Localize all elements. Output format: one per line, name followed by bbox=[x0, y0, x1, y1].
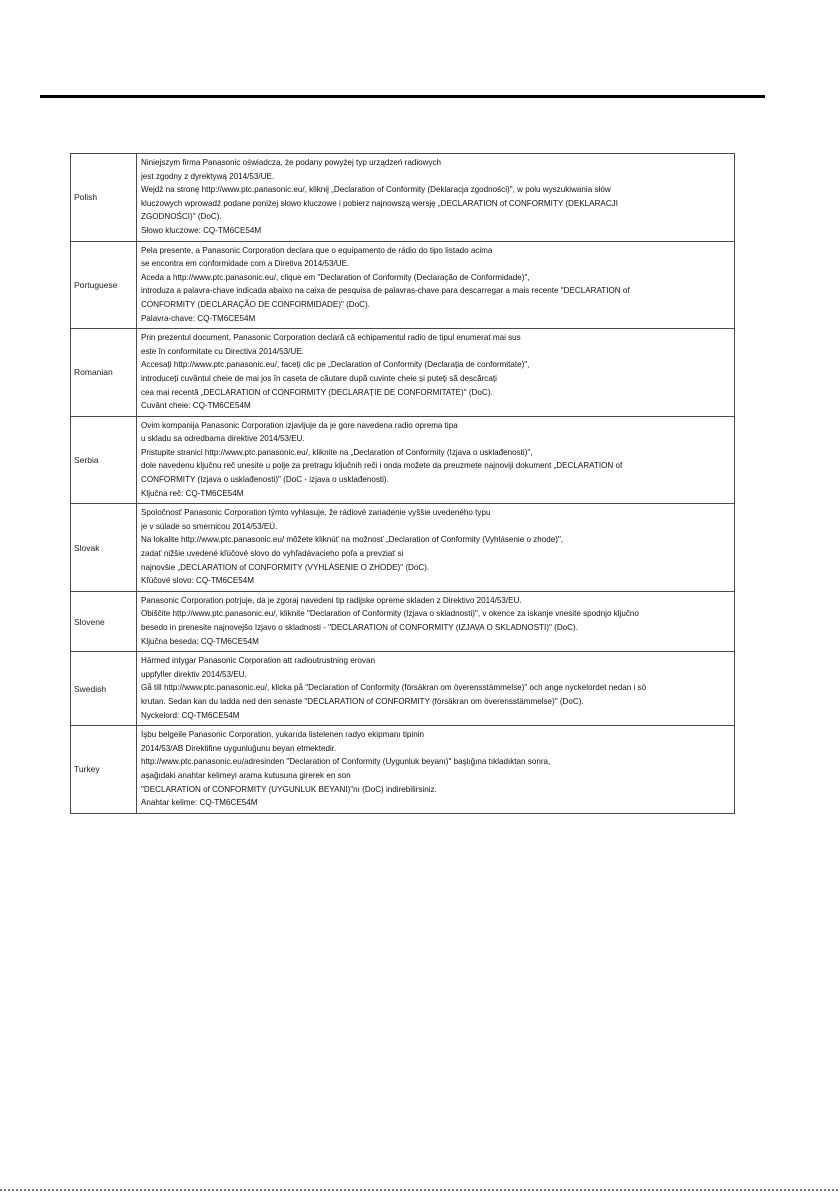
declaration-line: cea mai recentă „DECLARATION of CONFORMITY (DECLARAȚIE DE CONFORMITATE)" (DoC). bbox=[141, 387, 493, 397]
language-label: Turkey bbox=[71, 726, 137, 814]
declaration-line: Gå till http://www.ptc.panasonic.eu/, klicka på "Declaration of Conformity (försäkran om överensstämmelse)" och ange nyckelordet nedan i sö bbox=[141, 683, 647, 693]
declaration-table bbox=[70, 153, 735, 814]
header-rule bbox=[40, 95, 765, 98]
declaration-line: Cuvânt cheie: CQ-TM6CE54M bbox=[141, 401, 251, 411]
declaration-line: kluczowych wprowadź podane poniżej słowo kluczowe i pobierz najnowszą wersję „DECLARATION of CONFORMITY (DEKLARACJI bbox=[141, 198, 618, 208]
declaration-line: este în conformitate cu Directiva 2014/53/UE. bbox=[141, 346, 304, 356]
declaration-table-body bbox=[71, 154, 735, 814]
declaration-text bbox=[137, 416, 735, 504]
declaration-line: uppfyller direktiv 2014/53/EU. bbox=[141, 669, 247, 679]
language-label: Romanian bbox=[71, 329, 137, 417]
declaration-text bbox=[137, 591, 735, 651]
declaration-row bbox=[71, 241, 735, 329]
declaration-line: Palavra-chave: CQ-TM6CE54M bbox=[141, 313, 256, 323]
language-label: Serbia bbox=[71, 416, 137, 504]
declaration-line: Pristupite stranici http://www.ptc.panasonic.eu/, kliknite na „Declaration of Conformity (Izjava o usklađenosti)", bbox=[141, 447, 533, 457]
declaration-line: 2014/53/AB Direktifine uygunluğunu beyan etmektedir. bbox=[141, 743, 337, 753]
declaration-text bbox=[137, 726, 735, 814]
declaration-line: Pela presente, a Panasonic Corporation declara que o equipamento de rádio do tipo listado acima bbox=[141, 245, 493, 255]
declaration-line: introduceți cuvântul cheie de mai jos în caseta de căutare după cuvinte cheie și puteți să descărcați bbox=[141, 373, 497, 383]
declaration-line: Wejdź na stronę http://www.ptc.panasonic.eu/, kliknij „Declaration of Conformity (Deklaracja zgodności)", w polu wyszukiwania słów bbox=[141, 185, 611, 195]
declaration-line: Panasonic Corporation potrjuje, da je zgoraj navedeni tip radijske opreme skladen z Direktivo 2014/53/EU. bbox=[141, 595, 522, 605]
language-label: Polish bbox=[71, 154, 137, 242]
declaration-row bbox=[71, 504, 735, 592]
declaration-line: najnovšie „DECLARATION of CONFORMITY (VYHLÁSENIE O ZHODE)" (DoC). bbox=[141, 562, 430, 572]
declaration-line: Ključna reč: CQ-TM6CE54M bbox=[141, 488, 244, 498]
declaration-line: ZGODNOŚCI)" (DoC). bbox=[141, 212, 222, 222]
declaration-line: Spoločnosť Panasonic Corporation týmto vyhlasuje, že rádiové zariadenie vyššie uvedeného typu bbox=[141, 508, 491, 518]
declaration-line: Słowo kluczowe: CQ-TM6CE54M bbox=[141, 225, 262, 235]
declaration-row bbox=[71, 652, 735, 726]
declaration-row bbox=[71, 154, 735, 242]
declaration-line: aşağıdaki anahtar kelimeyi arama kutusuna girerek en son bbox=[141, 770, 351, 780]
declaration-line: se encontra em conformidade com a Diretiva 2014/53/UE. bbox=[141, 259, 350, 269]
declaration-line: http://www.ptc.panasonic.eu/adresinden "Declaration of Conformity (Uygunluk beyanı)" başlığına tıkladıktan sonra, bbox=[141, 757, 551, 767]
language-label: Slovak bbox=[71, 504, 137, 592]
declaration-line: Ovim kompanija Panasonic Corporation izjavljuje da je gore navedena radio oprema tipa bbox=[141, 420, 458, 430]
declaration-text bbox=[137, 154, 735, 242]
declaration-line: Accesați http://www.ptc.panasonic.eu/, faceți clic pe „Declaration of Conformity (Declarația de conformitate)", bbox=[141, 360, 530, 370]
language-label: Swedish bbox=[71, 652, 137, 726]
declaration-line: dole navedenu ključnu reč unesite u polje za pretragu ključnih reči i onda možete da preuzmete najnoviji dokument „DECLARATION of bbox=[141, 461, 623, 471]
declaration-line: je v súlade so smernicou 2014/53/EÚ. bbox=[141, 521, 278, 531]
declaration-line: jest zgodny z dyrektywą 2014/53/UE. bbox=[141, 171, 275, 181]
declaration-line: Ključna beseda: CQ-TM6CE54M bbox=[141, 636, 259, 646]
declaration-text bbox=[137, 329, 735, 417]
declaration-line: introduza a palavra-chave indicada abaixo na caixa de pesquisa de palavras-chave para descarregar a mais recente "DECLARATION of bbox=[141, 286, 630, 296]
declaration-line: Anahtar kelime: CQ-TM6CE54M bbox=[141, 798, 258, 808]
declaration-line: İşbu belgeile Panasonic Corporation, yukarıda listelenen radyo ekipmanı tipinin bbox=[141, 730, 425, 740]
declaration-text bbox=[137, 241, 735, 329]
declaration-line: Härmed intygar Panasonic Corporation att radioutrustning erovan bbox=[141, 656, 375, 666]
declaration-line: Prin prezentul document, Panasonic Corporation declară că echipamentul radio de tipul enumerat mai sus bbox=[141, 333, 521, 343]
declaration-line: CONFORMITY (Izjava o usklađenosti)" (DoC - izjava o usklađenosti). bbox=[141, 475, 389, 485]
declaration-line: Aceda a http://www.ptc.panasonic.eu/, clique em "Declaration of Conformity (Declaração de Conformidade)", bbox=[141, 272, 530, 282]
declaration-row bbox=[71, 416, 735, 504]
declaration-line: Kľúčové slovo: CQ-TM6CE54M bbox=[141, 576, 255, 586]
declaration-row bbox=[71, 726, 735, 814]
declaration-line: Obiščite http://www.ptc.panasonic.eu/, kliknite "Declaration of Conformity (Izjava o skladnosti)", v okence za iskanje vnesite spodnjo ključno bbox=[141, 609, 639, 619]
declaration-row bbox=[71, 591, 735, 651]
declaration-text bbox=[137, 504, 735, 592]
page-bottom-edge bbox=[0, 1189, 840, 1191]
declaration-text bbox=[137, 652, 735, 726]
declaration-line: Na lokalite http://www.ptc.panasonic.eu/ môžete kliknúť na možnosť „Declaration of Conformity (Vyhlásenie o zhode)", bbox=[141, 535, 564, 545]
declaration-row bbox=[71, 329, 735, 417]
language-label: Slovene bbox=[71, 591, 137, 651]
declaration-line: Niniejszym firma Panasonic oświadcza, że podany powyżej typ urządzeń radiowych bbox=[141, 158, 442, 167]
declaration-line: krutan. Sedan kan du ladda ned den senaste "DECLARATION of CONFORMITY (försäkran om överensstämmelse)" (DoC). bbox=[141, 696, 584, 706]
declaration-line: besedo in prenesite najnovejšo Izjavo o skladnosti - "DECLARATION of CONFORMITY (IZJAVA O SKLADNOSTI)" (DoC). bbox=[141, 623, 578, 632]
declaration-line: "DECLARATION of CONFORMITY (UYGUNLUK BEYANI)"nı (DoC) indirebilirsiniz. bbox=[141, 784, 437, 794]
declaration-line: Nyckelord: CQ-TM6CE54M bbox=[141, 710, 240, 720]
language-label: Portuguese bbox=[71, 241, 137, 329]
declaration-line: u skladu sa odredbama direktive 2014/53/EU. bbox=[141, 434, 305, 444]
declaration-line: CONFORMITY (DECLARAÇÃO DE CONFORMIDADE)" (DoC). bbox=[141, 299, 370, 309]
declaration-line: zadať nižšie uvedené kľúčové slovo do vyhľadávacieho poľa a prevziať si bbox=[141, 549, 404, 559]
